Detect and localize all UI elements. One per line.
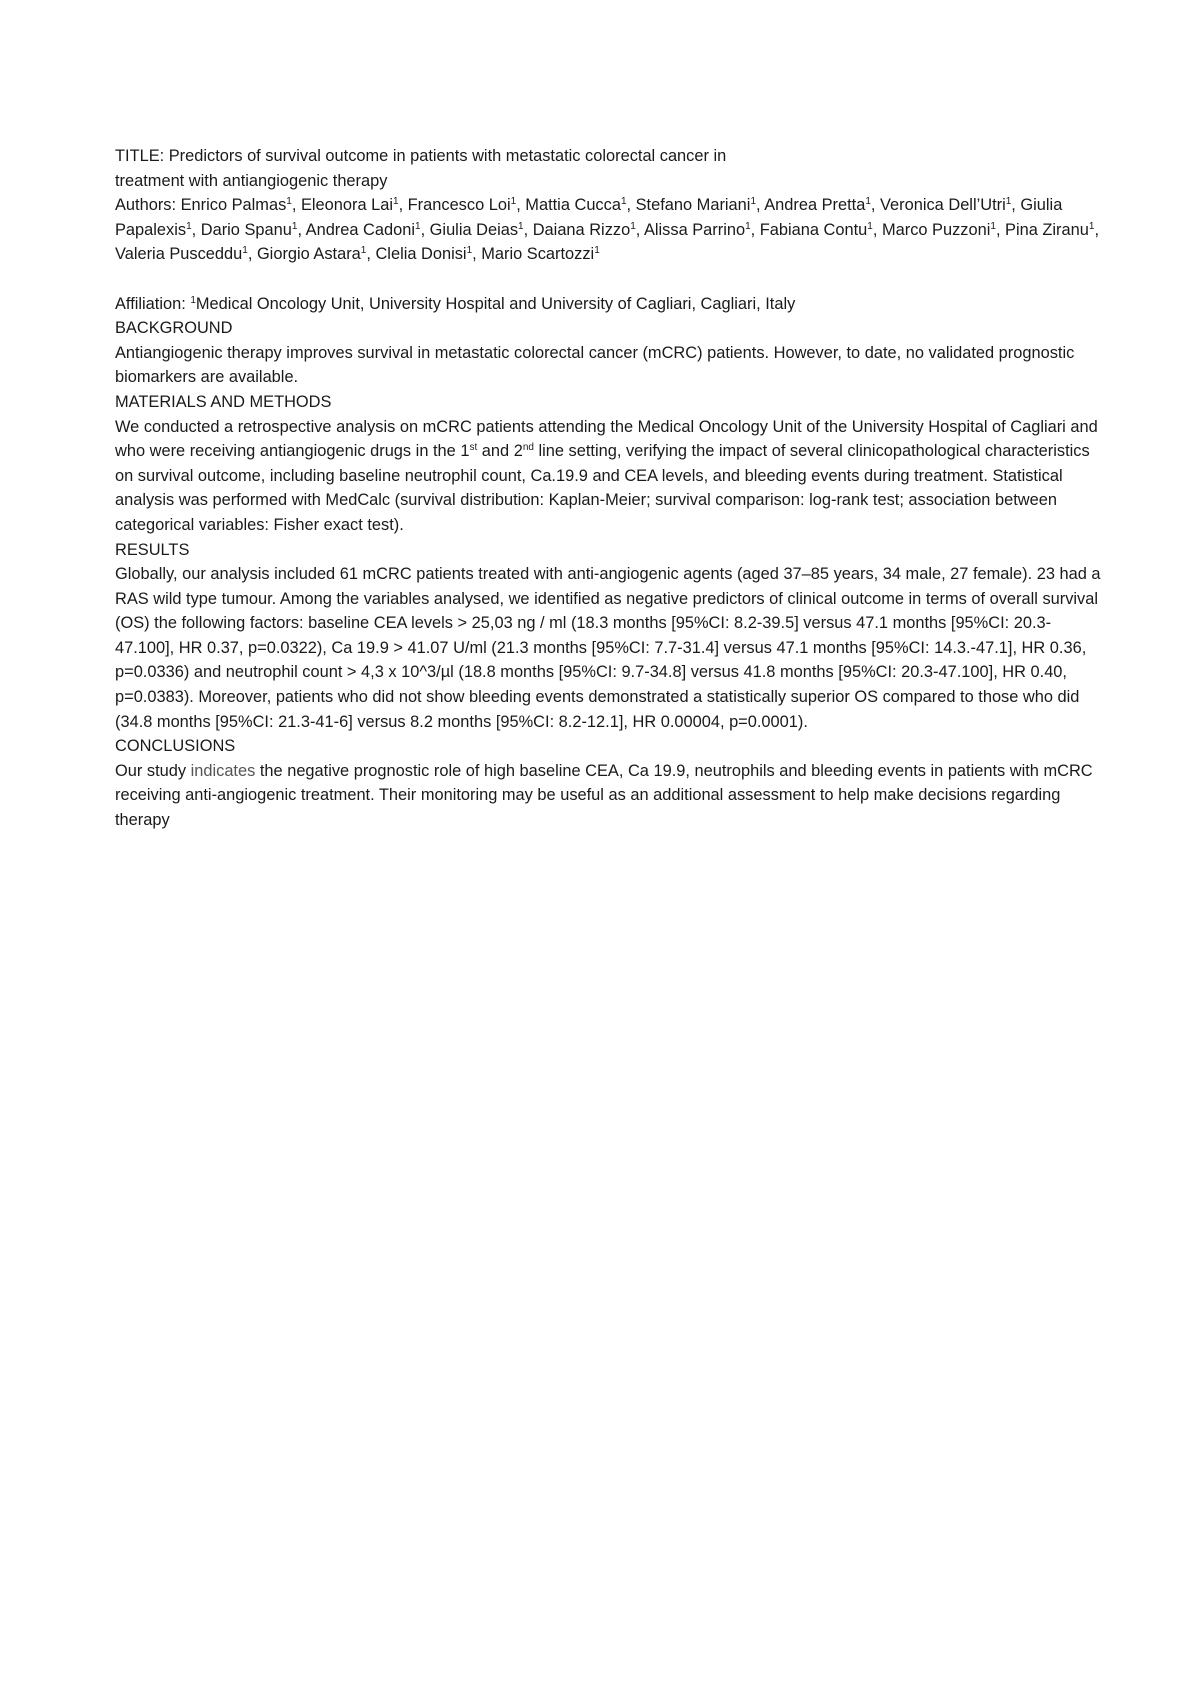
author-name: Mario Scartozzi bbox=[481, 245, 595, 264]
affiliation-mark: 1 bbox=[190, 294, 196, 306]
author-name: Andrea Cadoni bbox=[305, 220, 415, 239]
author-affiliation-mark: 1 bbox=[750, 196, 756, 208]
conclusions-text bbox=[115, 759, 1105, 833]
author-affiliation-mark: 1 bbox=[620, 196, 627, 208]
author-affiliation-mark: 1 bbox=[291, 220, 298, 232]
author-name: Dell’Utri bbox=[948, 196, 1006, 215]
author-separator: , Veronica bbox=[870, 196, 949, 215]
abstract-document bbox=[115, 144, 1105, 833]
author-affiliation-mark: 1 bbox=[415, 220, 421, 232]
author-affiliation-mark: 1 bbox=[242, 245, 248, 257]
author-affiliation-mark: 1 bbox=[990, 220, 996, 232]
author-affiliation-mark: 1 bbox=[393, 196, 399, 208]
author-name: Clelia Donisi bbox=[375, 245, 467, 264]
author-separator: , bbox=[398, 196, 408, 215]
affiliation-text: Medical Oncology Unit, University Hospital and University of Cagliari, Cagliari, Italy bbox=[195, 294, 796, 313]
author-affiliation-mark: 1 bbox=[1005, 196, 1012, 208]
author-affiliation-mark: 1 bbox=[360, 245, 367, 257]
author-name: Marco Puzzoni bbox=[881, 220, 991, 239]
author-affiliation-mark: 1 bbox=[518, 220, 524, 232]
background-heading: BACKGROUND bbox=[115, 319, 233, 338]
author-list bbox=[115, 196, 1099, 263]
ordinal-nd: nd bbox=[522, 442, 534, 454]
conclusions-heading: CONCLUSIONS bbox=[115, 737, 236, 756]
affiliation bbox=[115, 292, 1105, 317]
author-separator: , bbox=[523, 220, 533, 239]
author-separator: , bbox=[1011, 196, 1021, 215]
conclusions-text-2: the negative prognostic role of high baseline CEA, Ca 19.9, neutrophils and bleeding events in patients with mCRC receiving anti-angiogenic treatment. Their monitoring may be useful as an additional assessment to help make decisions regarding therapy bbox=[115, 761, 1093, 830]
author-affiliation-mark: 1 bbox=[186, 220, 192, 232]
methods-text-3: line setting, verifying the impact of several clinicopathological characteristics on survival outcome, including baseline neutrophil count, Ca.19.9 and CEA levels, and bleeding events during treatment. Statistical analysis was performed with MedCalc (survival distribution: Kaplan-Meier; survival comparison: log-rank test; association between categorical variables: Fisher exact test). bbox=[115, 442, 1090, 534]
author-name: Daiana Rizzo bbox=[532, 220, 631, 239]
author-name: Valeria Pusceddu bbox=[115, 245, 243, 264]
author-separator: , bbox=[750, 220, 760, 239]
author-separator: , bbox=[635, 220, 644, 239]
author-name: Pina Ziranu bbox=[1005, 220, 1089, 239]
author-affiliation-mark: 1 bbox=[867, 220, 873, 232]
author-affiliation-mark: 1 bbox=[510, 196, 517, 208]
author-affiliation-mark: 1 bbox=[745, 220, 751, 232]
spacer bbox=[115, 267, 1105, 292]
results-text: Globally, our analysis included 61 mCRC patients treated with anti-angiogenic agents (aged 37–85 years, 34 male, 27 female). 23 had a RAS wild type tumour. Among the variables analysed, we identified as negative predictors of clinical outcome in terms of overall survival (OS) the following factors: baseline CEA levels > 25,03 ng / ml (18.3 months [95%CI: 8.2-39.5] versus 47.1 months [95%CI: 20.3-47.100], HR 0.37, p=0.0322), Ca 19.9 > 41.07 U/ml (21.3 months [95%CI: 7.7-31.4] versus 47.1 months [95%CI: 14.3.-47.1], HR 0.36, p=0.0336) and neutrophil count > 4,3 x 10^3/µl (18.8 months [95%CI: 9.7-34.8] versus 41.8 months [95%CI: 20.3-47.100], HR 0.40, p=0.0383). Moreover, patients who did not show bleeding events demonstrated a statistically superior OS compared to those who did (34.8 months [95%CI: 21.3-41-6] versus 8.2 months [95%CI: 8.2-12.1], HR 0.00004, p=0.0001). bbox=[115, 565, 1101, 731]
authors bbox=[115, 193, 1105, 267]
results-heading: RESULTS bbox=[115, 540, 190, 559]
ordinal-st: st bbox=[469, 442, 478, 454]
authors-prefix: Authors: bbox=[115, 196, 181, 215]
author-separator: , bbox=[516, 196, 526, 215]
author-affiliation-mark: 1 bbox=[466, 245, 473, 257]
author-name: Giulia Papalexis bbox=[115, 196, 1063, 239]
author-separator: , bbox=[756, 196, 765, 215]
methods-text-2: and 2 bbox=[477, 442, 523, 461]
author-affiliation-mark: 1 bbox=[594, 245, 600, 257]
author-affiliation-mark: 1 bbox=[1088, 220, 1095, 232]
author-separator: , bbox=[297, 220, 306, 239]
affiliation-prefix: Affiliation: bbox=[115, 294, 191, 313]
title-line-2: treatment with antiangiogenic therapy bbox=[115, 171, 388, 190]
author-name: Eleonora Lai bbox=[300, 196, 393, 215]
author-separator: , bbox=[995, 220, 1006, 239]
author-name: Andrea Pretta bbox=[764, 196, 866, 215]
author-separator: , bbox=[247, 245, 257, 264]
author-separator: , bbox=[872, 220, 882, 239]
background-text: Antiangiogenic therapy improves survival in metastatic colorectal cancer (mCRC) patients. However, to date, no validated prognostic biomarkers are available. bbox=[115, 343, 1075, 387]
author-name: Enrico Palmas bbox=[180, 196, 287, 215]
author-affiliation-mark: 1 bbox=[865, 196, 871, 208]
methods-heading: MATERIALS AND METHODS bbox=[115, 392, 332, 411]
author-name: Mattia Cucca bbox=[525, 196, 621, 215]
author-separator: , bbox=[472, 245, 482, 264]
author-affiliation-mark: 1 bbox=[286, 196, 292, 208]
author-name: Alissa Parrino bbox=[643, 220, 746, 239]
author-name: Giulia Deias bbox=[429, 220, 519, 239]
author-separator: , bbox=[626, 196, 636, 215]
author-separator: , bbox=[366, 245, 376, 264]
methods-text-1: We conducted a retrospective analysis on mCRC patients attending the Medical Oncology Unit of the University Hospital of Cagliari and who were receiving antiangiogenic drugs in the 1 bbox=[115, 417, 1098, 461]
conclusions-highlight: indicates bbox=[190, 761, 256, 780]
methods-text bbox=[115, 415, 1105, 538]
author-separator: , bbox=[1094, 220, 1099, 239]
author-name: Giorgio Astara bbox=[256, 245, 361, 264]
author-affiliation-mark: 1 bbox=[630, 220, 636, 232]
author-separator: , bbox=[191, 220, 201, 239]
author-separator: , bbox=[291, 196, 301, 215]
author-name: Dario Spanu bbox=[200, 220, 292, 239]
author-name: Fabiana Contu bbox=[759, 220, 868, 239]
conclusions-text-1: Our study bbox=[115, 761, 191, 780]
title-line-1: TITLE: Predictors of survival outcome in patients with metastatic colorectal cancer in bbox=[115, 147, 727, 165]
author-separator: , bbox=[420, 220, 430, 239]
author-name: Francesco Loi bbox=[407, 196, 511, 215]
author-name: Stefano Mariani bbox=[635, 196, 751, 215]
